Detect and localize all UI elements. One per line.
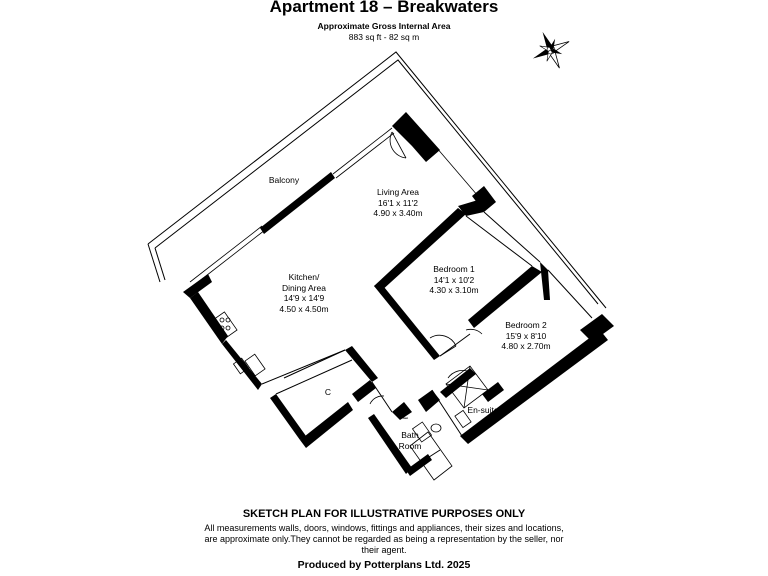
room-bathroom xyxy=(392,430,428,451)
room-living-area xyxy=(358,187,438,219)
plan-title: Apartment 18 – Breakwaters xyxy=(269,0,499,16)
room-name: En-suite xyxy=(467,405,499,415)
room-bedroom-1 xyxy=(414,264,494,296)
room-name-line2: Dining Area xyxy=(282,282,326,293)
room-balcony xyxy=(254,175,314,186)
disclaimer-heading: SKETCH PLAN FOR ILLUSTRATIVE PURPOSES ONLY xyxy=(242,508,526,520)
disclaimer-text: All measurements walls, doors, windows, fittings and appliances, their sizes and locations, are approximate only.They cannot be regarded as being a representation by the seller, nor their agent. xyxy=(204,523,564,555)
room-dims-imperial: 16'1 x 11'2 xyxy=(378,197,418,208)
room-dims-imperial: 14'1 x 10'2 xyxy=(433,274,475,285)
room-name: Bedroom 2 xyxy=(505,320,547,330)
room-name: C xyxy=(324,387,332,397)
room-name-line1: Bath xyxy=(401,430,419,440)
room-name: Living Area xyxy=(376,187,420,197)
room-name-line2: Room xyxy=(398,440,422,451)
room-dims-metric: 4.50 x 4.50m xyxy=(279,303,329,314)
room-dims-imperial: 14'9 x 14'9 xyxy=(283,293,325,303)
area-value: 883 sq ft - 82 sq m xyxy=(348,32,420,42)
room-dims-imperial: 15'9 x 8'10 xyxy=(505,330,547,341)
compass-rose-icon xyxy=(524,23,577,76)
room-bedroom-2 xyxy=(486,320,566,352)
room-en-suite xyxy=(458,405,508,416)
producer-credit: Produced by Potterplans Ltd. 2025 xyxy=(297,559,471,571)
room-name: Bedroom 1 xyxy=(433,264,475,274)
room-cupboard xyxy=(318,387,338,398)
room-kitchen-dining xyxy=(264,272,344,314)
area-heading: Approximate Gross Internal Area xyxy=(317,21,451,31)
room-name: Balcony xyxy=(268,175,300,185)
room-dims-metric: 4.90 x 3.40m xyxy=(373,208,423,218)
kitchen-fittings xyxy=(213,312,265,376)
room-name-line1: Kitchen/ xyxy=(288,272,320,282)
room-dims-metric: 4.80 x 2.70m xyxy=(501,341,551,351)
room-dims-metric: 4.30 x 3.10m xyxy=(429,285,479,295)
